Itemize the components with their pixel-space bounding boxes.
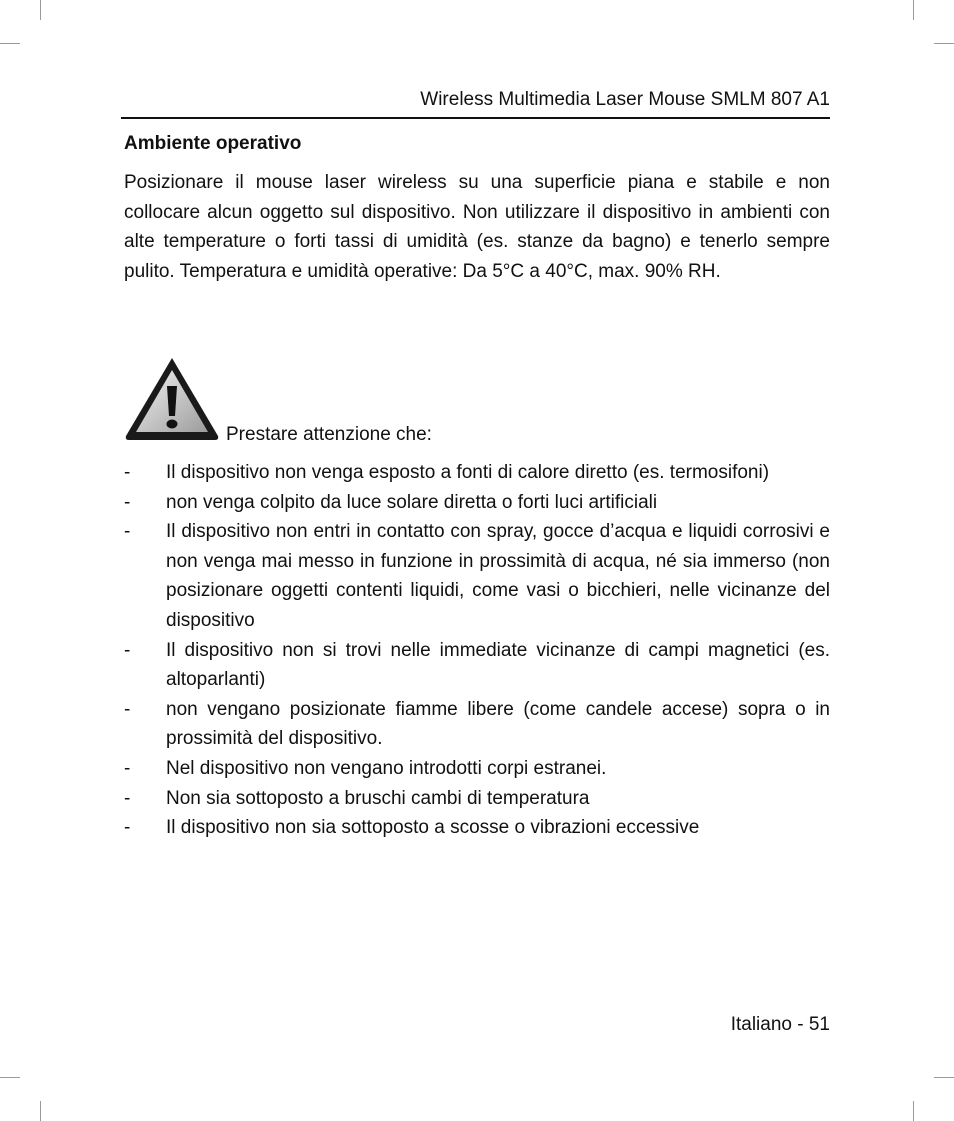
list-marker: - (124, 817, 131, 839)
crop-mark (913, 0, 914, 20)
list-item-text: non vengano posizionate fiamme libere (come candele accese) sopra o in prossimità del dispositivo. (166, 698, 830, 750)
crop-mark (934, 43, 954, 44)
precautions-list (124, 458, 830, 843)
crop-mark (40, 0, 41, 20)
list-item (124, 813, 830, 843)
list-item-text: Nel dispositivo non vengano introdotti corpi estranei. (166, 757, 607, 779)
list-marker: - (124, 521, 131, 543)
crop-mark (40, 1101, 41, 1121)
header-rule (121, 117, 830, 119)
page-number: Italiano - 51 (730, 1014, 830, 1035)
crop-mark (0, 43, 20, 44)
list-item (124, 784, 830, 814)
list-item-text: Il dispositivo non si trovi nelle immediate vicinanze di campi magnetici (es. altoparlanti) (166, 639, 830, 691)
list-item (124, 458, 830, 488)
intro-paragraph: Posizionare il mouse laser wireless su una superficie piana e stabile e non collocare alcun oggetto sul dispositivo. Non utilizzare il dispositivo in ambienti con alte temperature o forti tassi di umidità (es. stanze da bagno) e tenerlo sempre pulito. Temperatura e umidità operative: Da 5°C a 40°C, max. 90% RH. (124, 172, 830, 282)
list-item-text: Non sia sottoposto a bruschi cambi di temperatura (166, 787, 590, 809)
list-item (124, 517, 830, 635)
list-marker: - (124, 787, 131, 809)
running-header: Wireless Multimedia Laser Mouse SMLM 807 A1 (420, 89, 830, 110)
list-item-text: Il dispositivo non sia sottoposto a scosse o vibrazioni eccessive (166, 817, 700, 839)
list-marker: - (124, 639, 131, 661)
list-marker: - (124, 462, 131, 483)
crop-mark (934, 1077, 954, 1078)
section-heading: Ambiente operativo (124, 133, 302, 154)
warning-triangle-icon (124, 356, 220, 442)
warning-label: Prestare attenzione che: (226, 424, 432, 445)
list-item (124, 488, 830, 518)
list-item (124, 636, 830, 695)
list-item-text: Il dispositivo non entri in contatto con spray, gocce d’acqua e liquidi corrosivi e non venga mai messo in funzione in prossimità di acqua, né sia immerso (non posizionare oggetti contenti liquidi, come vasi o bicchieri, nelle vicinanze del dispositivo (166, 521, 830, 631)
list-marker: - (124, 757, 131, 779)
list-marker: - (124, 491, 131, 513)
list-item-text: non venga colpito da luce solare diretta o forti luci artificiali (166, 491, 658, 513)
list-item (124, 754, 830, 784)
list-item-text: Il dispositivo non venga esposto a fonti di calore diretto (es. termosifoni) (166, 462, 770, 483)
list-marker: - (124, 698, 131, 720)
crop-mark (913, 1101, 914, 1121)
crop-mark (0, 1077, 20, 1078)
list-item (124, 695, 830, 754)
